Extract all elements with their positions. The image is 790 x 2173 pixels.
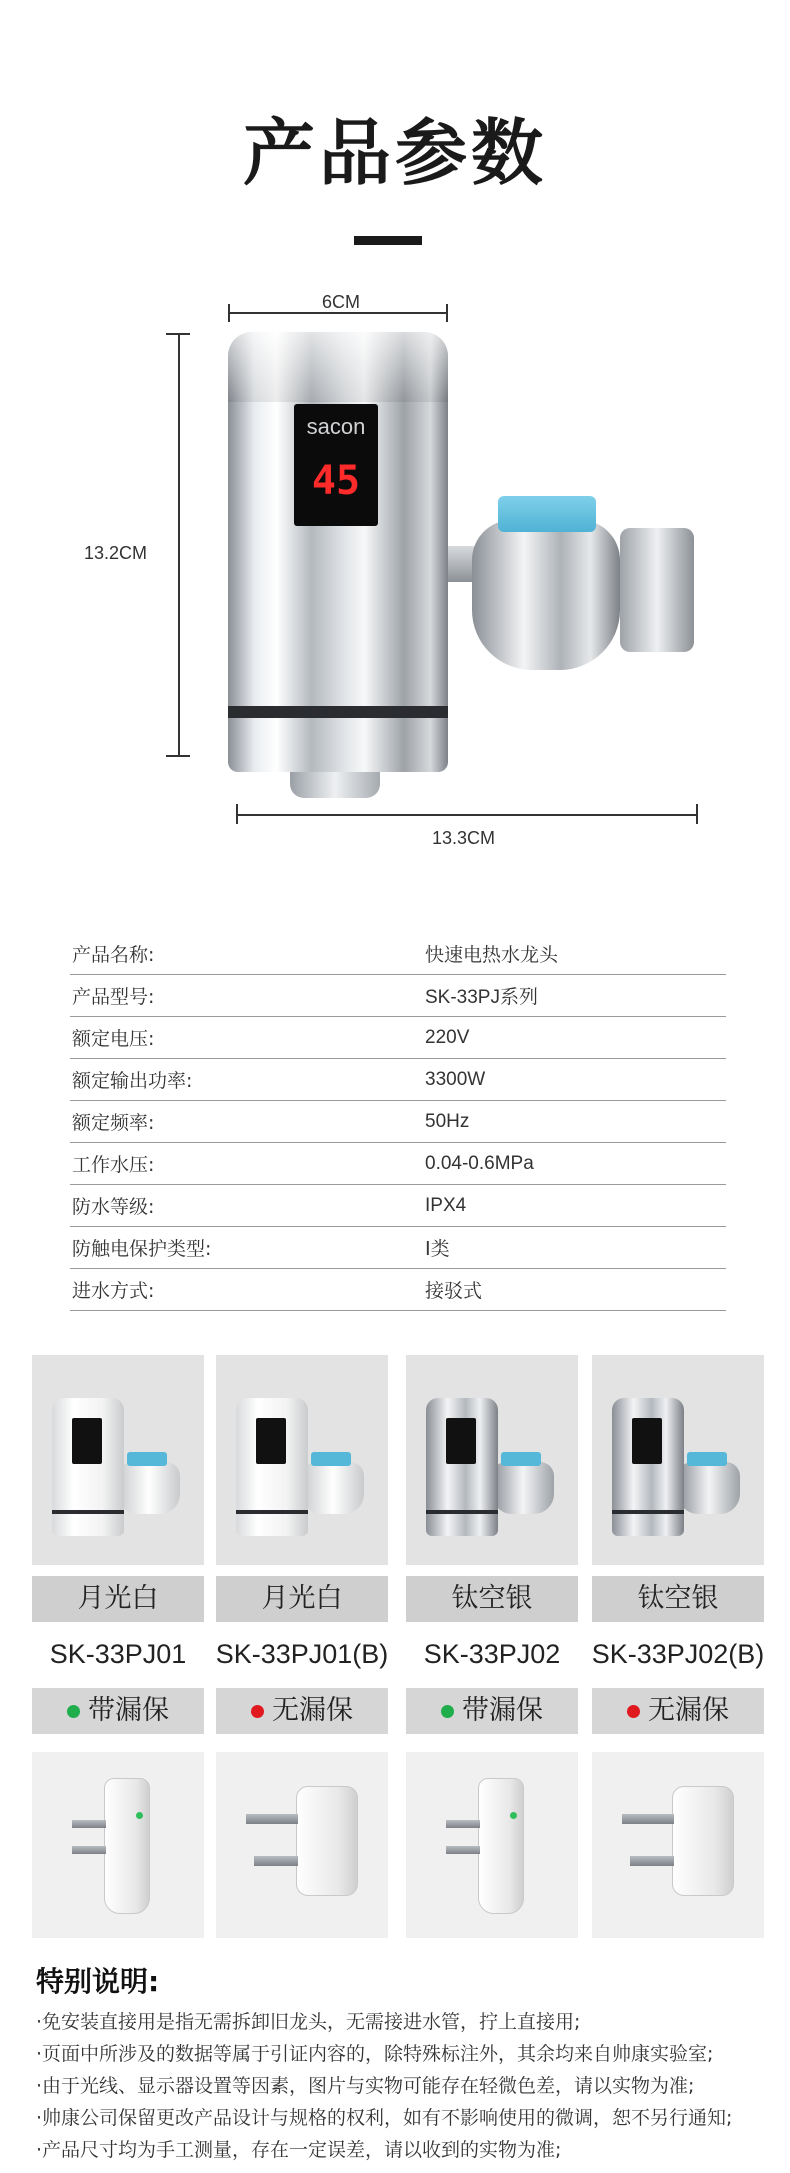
spec-row — [70, 1227, 726, 1269]
plug-pin — [446, 1846, 480, 1854]
variant-color-label: 钛空银 — [406, 1576, 578, 1622]
brand-logo: sacon — [306, 414, 366, 439]
status-dot-icon — [441, 1705, 454, 1718]
spec-value: 0.04-0.6MPa — [425, 1152, 534, 1174]
variant-blue-ring — [311, 1452, 351, 1466]
spec-value: Ⅰ类 — [425, 1239, 450, 1260]
height-line — [178, 333, 180, 757]
variant-faucet-stripe — [612, 1510, 684, 1514]
note-item: ·由于光线、显示器设置等因素，图片与实物可能存在轻微色差，请以实物为准; — [36, 2075, 695, 2097]
variant-leak-protection — [32, 1688, 204, 1734]
plug-indicator-light — [510, 1812, 517, 1819]
plug-pin — [72, 1820, 106, 1828]
spec-label: 防水等级: — [72, 1196, 155, 1218]
width-line — [228, 312, 448, 314]
spec-row — [70, 1059, 726, 1101]
spec-label: 进水方式: — [72, 1280, 155, 1302]
variant-display — [632, 1418, 662, 1464]
notes-list — [36, 2006, 776, 2166]
faucet-nozzle — [290, 772, 380, 798]
variant-leak-label: 无漏保 — [272, 1695, 353, 1726]
adaptor-blue-ring — [498, 496, 596, 532]
spec-table — [70, 933, 726, 1311]
spec-label: 防触电保护类型: — [72, 1238, 212, 1260]
spec-label: 产品型号: — [72, 986, 155, 1008]
variant-model: SK-33PJ02 — [423, 1639, 561, 1669]
variant-display — [446, 1418, 476, 1464]
note-item: ·免安装直接用是指无需拆卸旧龙头，无需接进水管，拧上直接用; — [36, 2011, 581, 2033]
title-underline — [354, 236, 422, 245]
plug-pin — [254, 1856, 298, 1866]
variant-leak-label: 带漏保 — [88, 1695, 169, 1726]
plug-pin — [446, 1820, 480, 1828]
plug-pin — [622, 1814, 674, 1824]
faucet-adaptor — [472, 520, 620, 670]
spec-label: 额定输出功率: — [72, 1070, 193, 1092]
variant-blue-ring — [127, 1452, 167, 1466]
depth-tick-right — [696, 804, 698, 824]
width-label: 6CM — [322, 292, 361, 312]
faucet-cap — [228, 332, 448, 402]
status-dot-icon — [67, 1705, 80, 1718]
depth-label: 13.3CM — [432, 828, 496, 848]
spec-row — [70, 1101, 726, 1143]
status-dot-icon — [627, 1705, 640, 1718]
spec-label: 产品名称: — [72, 944, 155, 966]
depth-tick-left — [236, 804, 238, 824]
width-tick-right — [446, 304, 448, 322]
spec-label: 额定电压: — [72, 1028, 155, 1050]
width-tick-left — [228, 304, 230, 322]
variant-faucet-stripe — [236, 1510, 308, 1514]
spec-value: 接驳式 — [425, 1281, 483, 1302]
variant-leak-protection — [406, 1688, 578, 1734]
variant-leak-protection — [216, 1688, 388, 1734]
spec-row — [70, 1017, 726, 1059]
variant-display — [72, 1418, 102, 1464]
spec-label: 额定频率: — [72, 1112, 155, 1134]
variant-blue-ring — [501, 1452, 541, 1466]
plug-body — [478, 1778, 524, 1914]
spec-label: 工作水压: — [72, 1154, 155, 1176]
variant-leak-protection — [592, 1688, 764, 1734]
plug-pin — [72, 1846, 106, 1854]
plug-body — [296, 1786, 358, 1896]
depth-line — [236, 814, 698, 816]
spec-value: IPX4 — [425, 1194, 467, 1216]
temperature-readout: 45 — [311, 458, 361, 504]
status-dot-icon — [251, 1705, 264, 1718]
adaptor-knob — [620, 528, 694, 652]
variant-adaptor — [678, 1462, 740, 1514]
note-item: ·产品尺寸均为手工测量，存在一定误差，请以收到的实物为准; — [36, 2139, 562, 2161]
height-label: 13.2CM — [84, 543, 148, 563]
spec-row — [70, 933, 726, 975]
plug-pin — [246, 1814, 298, 1824]
spec-row — [70, 1185, 726, 1227]
variant-adaptor — [492, 1462, 554, 1514]
variant-faucet-stripe — [52, 1510, 124, 1514]
variant-adaptor — [118, 1462, 180, 1514]
variant-display — [256, 1418, 286, 1464]
plug-pin — [630, 1856, 674, 1866]
variant-faucet-stripe — [426, 1510, 498, 1514]
spec-row — [70, 975, 726, 1017]
variant-color-label: 月光白 — [32, 1576, 204, 1622]
variant-leak-label: 带漏保 — [462, 1695, 543, 1726]
height-tick-bottom — [166, 755, 190, 757]
spec-value: SK-33PJ系列 — [425, 987, 538, 1008]
note-item: ·帅康公司保留更改产品设计与规格的权利，如有不影响使用的微调，恕不另行通知; — [36, 2107, 733, 2129]
height-tick-top — [166, 333, 190, 335]
variant-adaptor — [302, 1462, 364, 1514]
spec-row — [70, 1143, 726, 1185]
spec-value: 3300W — [425, 1068, 486, 1090]
plug-indicator-light — [136, 1812, 143, 1819]
variant-model: SK-33PJ02(B) — [591, 1639, 765, 1669]
spec-row — [70, 1269, 726, 1311]
spec-value: 快速电热水龙头 — [425, 945, 559, 966]
note-item: ·页面中所涉及的数据等属于引证内容的，除特殊标注外，其余均来自帅康实验室; — [36, 2043, 714, 2065]
variant-color-label: 钛空银 — [592, 1576, 764, 1622]
variant-leak-label: 无漏保 — [648, 1695, 729, 1726]
spec-value: 220V — [425, 1026, 470, 1048]
spec-value: 50Hz — [425, 1110, 470, 1132]
plug-body — [672, 1786, 734, 1896]
faucet-stripe — [228, 706, 448, 718]
variant-color-label: 月光白 — [216, 1576, 388, 1622]
notes-title: 特别说明: — [36, 1965, 160, 1998]
variant-model: SK-33PJ01 — [49, 1639, 187, 1669]
plug-body — [104, 1778, 150, 1914]
variant-blue-ring — [687, 1452, 727, 1466]
page-title: 产品参数 — [242, 111, 547, 195]
variant-model: SK-33PJ01(B) — [215, 1639, 389, 1669]
